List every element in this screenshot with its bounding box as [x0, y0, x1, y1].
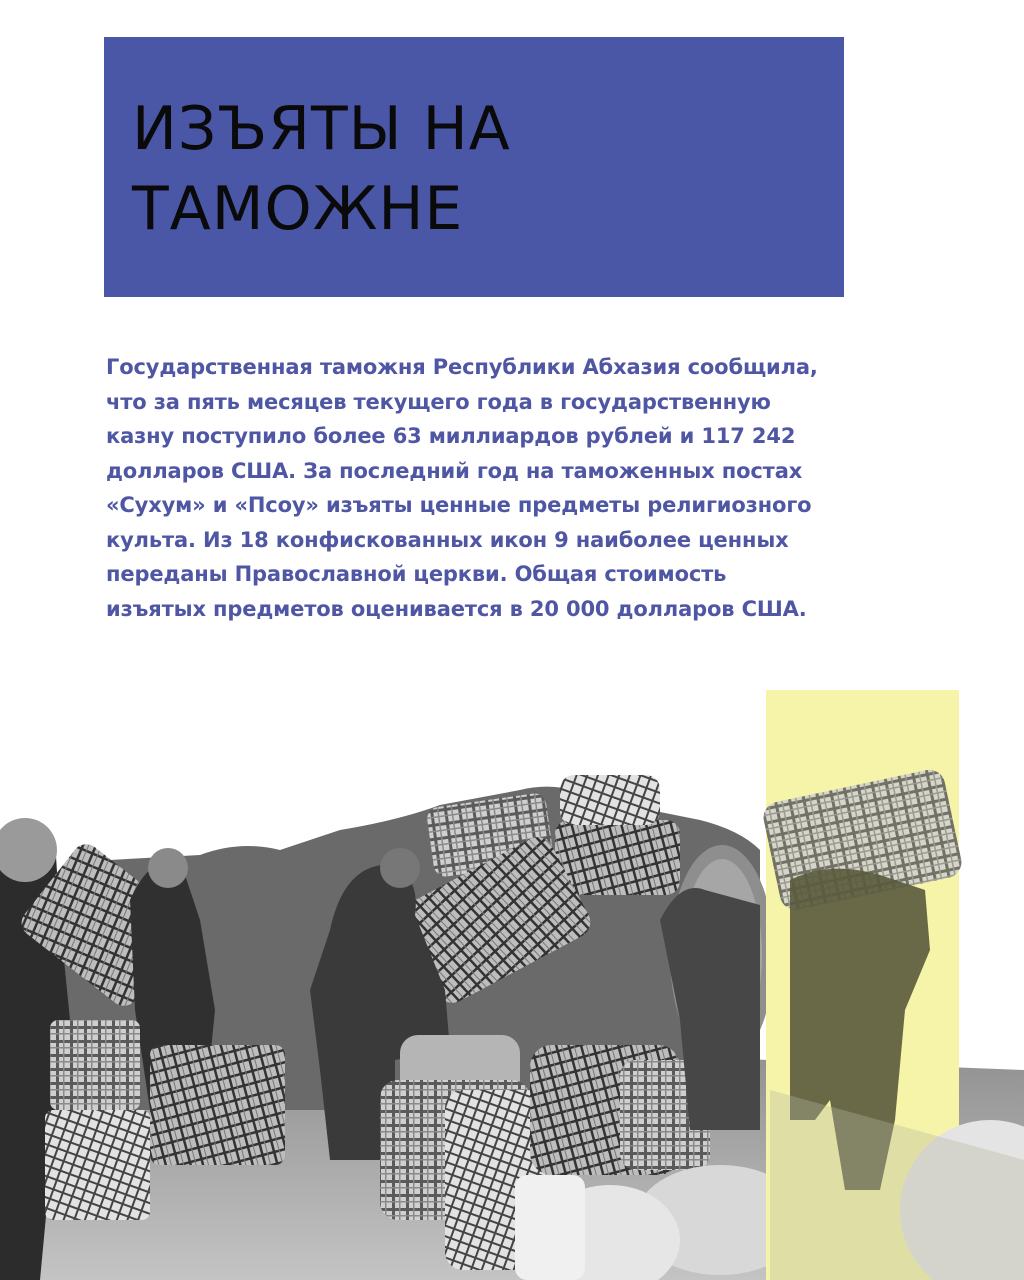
body-line: «Сухум» и «Псоу» изъяты ценные предметы религиозного [106, 493, 812, 517]
title-banner [104, 37, 844, 297]
body-line: изъятых предметов оценивается в 20 000 долларов США. [106, 596, 807, 621]
body-line: что за пять месяцев текущего года в государственную [106, 389, 771, 414]
body-line: культа. Из 18 конфискованных икон 9 наиболее ценных [106, 527, 789, 552]
body-line: долларов США. За последний год на таможенных постах [106, 458, 803, 483]
headline-line-1: ИЗЪЯТЫ НА [132, 94, 511, 164]
body-line: переданы Православной церкви. Общая стоимость [106, 562, 727, 586]
article-body [106, 350, 906, 626]
headline-line-2: ТАМОЖНЕ [132, 174, 464, 244]
body-line: казну поступило более 63 миллиардов рублей и 117 242 [106, 424, 796, 448]
body-line: Государственная таможня Республики Абхазия сообщила, [106, 355, 818, 379]
customs-crowd-photo [0, 690, 1024, 1280]
